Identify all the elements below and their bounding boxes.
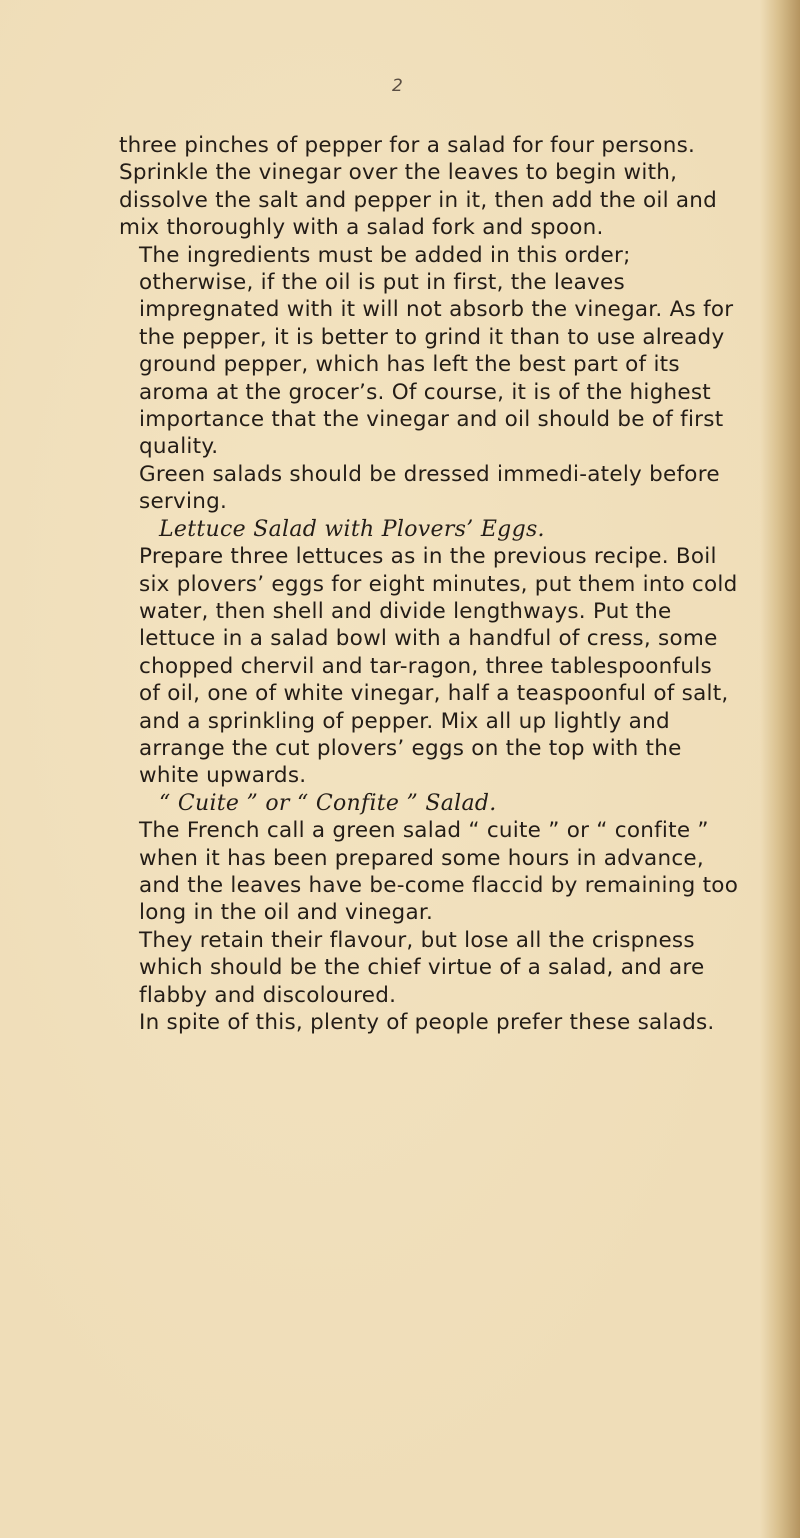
- cuite-paragraph-3: In spite of this, plenty of people prefer these salads.: [139, 1010, 715, 1035]
- page-text: [119, 132, 739, 1036]
- recipe-heading-plovers-eggs: Lettuce Salad with Plovers’ Eggs.: [159, 516, 545, 542]
- intro-paragraph-3: Green salads should be dressed immedi-ately before serving.: [139, 461, 720, 515]
- page-edge-shadow: [760, 0, 800, 1538]
- cuite-paragraph-1: The French call a green salad “ cuite ” or “ confite ” when it has been prepared some hours in advance, and the leaves have be-come flaccid by remaining too long in the oil and vinegar.: [139, 818, 739, 926]
- intro-paragraph-1: three pinches of pepper for a salad for four persons. Sprinkle the vinegar over the leaves to begin with, dissolve the salt and pepper in it, then add the oil and mix thoroughly with a salad fork and spoon.: [119, 133, 718, 241]
- recipe-paragraph-plovers-eggs: Prepare three lettuces as in the previous recipe. Boil six plovers’ eggs for eight minutes, put them into cold water, then shell and divide lengthways. Put the lettuce in a salad bowl with a handful of cress, some chopped chervil and tar-ragon, three tablespoonfuls of oil, one of white vinegar, half a teaspoonful of salt, and a sprinkling of pepper. Mix all up lightly and arrange the cut plovers’ eggs on the top with the white upwards.: [139, 544, 738, 789]
- intro-paragraph-2: The ingredients must be added in this order; otherwise, if the oil is put in first, the leaves impregnated with it will not absorb the vinegar. As for the pepper, it is better to grind it than to use already ground pepper, which has left the best part of its aroma at the grocer’s. Of course, it is of the highest importance that the vinegar and oil should be of first quality.: [139, 242, 734, 460]
- cuite-paragraph-2: They retain their flavour, but lose all the crispness which should be the chief virtue of a salad, and are flabby and discoloured.: [139, 927, 705, 1008]
- page-number: 2: [392, 76, 403, 96]
- recipe-heading-cuite-salad: “ Cuite ” or “ Confite ” Salad.: [159, 790, 497, 816]
